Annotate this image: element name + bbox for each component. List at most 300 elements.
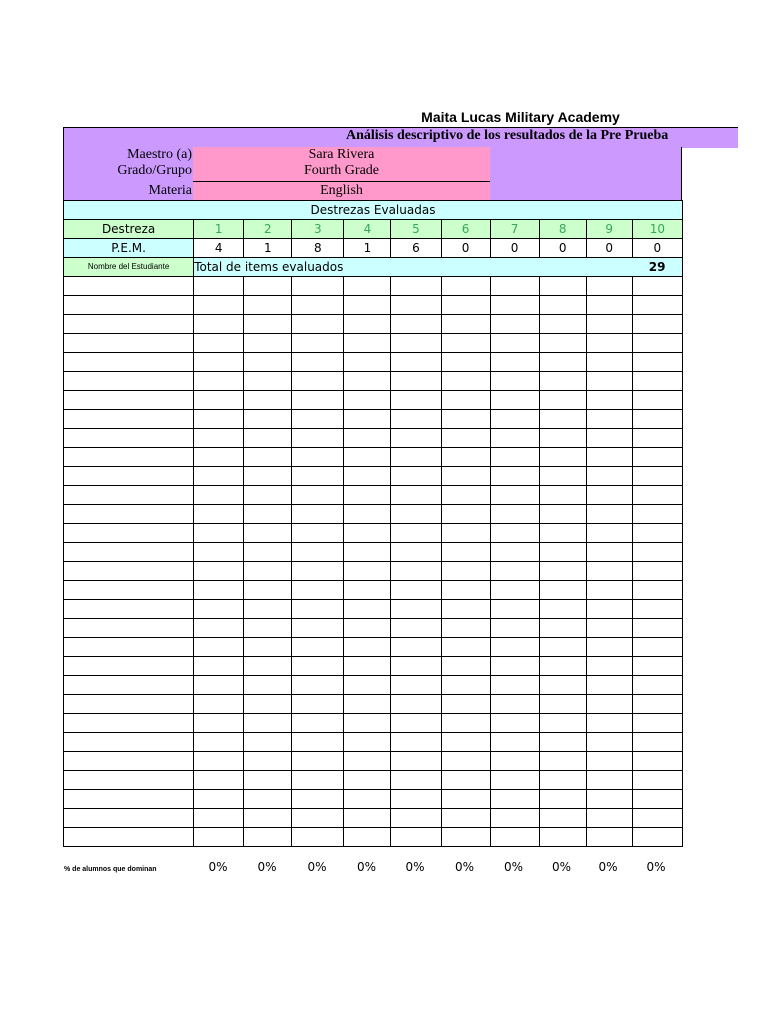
score-cell[interactable] — [586, 752, 632, 771]
score-cell[interactable] — [391, 752, 441, 771]
score-cell[interactable] — [586, 600, 632, 619]
score-cell[interactable] — [194, 524, 244, 543]
score-cell[interactable] — [292, 619, 344, 638]
score-cell[interactable] — [292, 543, 344, 562]
score-cell[interactable] — [344, 809, 391, 828]
student-name-cell[interactable] — [64, 828, 194, 847]
score-cell[interactable] — [586, 353, 632, 372]
score-cell[interactable] — [292, 638, 344, 657]
score-cell[interactable] — [391, 505, 441, 524]
student-name-cell[interactable] — [64, 505, 194, 524]
score-cell[interactable] — [441, 657, 490, 676]
score-cell[interactable] — [586, 296, 632, 315]
score-cell[interactable] — [344, 600, 391, 619]
score-cell[interactable] — [194, 486, 244, 505]
score-cell[interactable] — [244, 467, 292, 486]
score-cell[interactable] — [194, 296, 244, 315]
score-cell[interactable] — [194, 600, 244, 619]
score-cell[interactable] — [539, 429, 586, 448]
score-cell[interactable] — [490, 372, 539, 391]
score-cell[interactable] — [292, 505, 344, 524]
score-cell[interactable] — [244, 619, 292, 638]
score-cell[interactable] — [586, 315, 632, 334]
score-cell[interactable] — [194, 790, 244, 809]
student-name-cell[interactable] — [64, 752, 194, 771]
score-cell[interactable] — [194, 543, 244, 562]
score-cell[interactable] — [194, 353, 244, 372]
score-cell[interactable] — [391, 410, 441, 429]
score-cell[interactable] — [244, 505, 292, 524]
score-cell[interactable] — [586, 334, 632, 353]
score-cell[interactable] — [539, 790, 586, 809]
score-cell[interactable] — [292, 429, 344, 448]
score-cell[interactable] — [490, 657, 539, 676]
student-name-cell[interactable] — [64, 467, 194, 486]
score-cell[interactable] — [632, 714, 682, 733]
score-cell[interactable] — [632, 676, 682, 695]
score-cell[interactable] — [194, 714, 244, 733]
score-cell[interactable] — [441, 619, 490, 638]
score-cell[interactable] — [194, 315, 244, 334]
student-name-cell[interactable] — [64, 714, 194, 733]
score-cell[interactable] — [586, 714, 632, 733]
score-cell[interactable] — [292, 524, 344, 543]
score-cell[interactable] — [490, 790, 539, 809]
score-cell[interactable] — [490, 676, 539, 695]
score-cell[interactable] — [441, 790, 490, 809]
score-cell[interactable] — [539, 448, 586, 467]
score-cell[interactable] — [539, 562, 586, 581]
score-cell[interactable] — [586, 733, 632, 752]
score-cell[interactable] — [632, 315, 682, 334]
score-cell[interactable] — [292, 657, 344, 676]
score-cell[interactable] — [244, 410, 292, 429]
student-name-cell[interactable] — [64, 315, 194, 334]
score-cell[interactable] — [244, 429, 292, 448]
score-cell[interactable] — [194, 372, 244, 391]
student-name-cell[interactable] — [64, 619, 194, 638]
score-cell[interactable] — [490, 752, 539, 771]
score-cell[interactable] — [391, 486, 441, 505]
score-cell[interactable] — [539, 638, 586, 657]
score-cell[interactable] — [391, 315, 441, 334]
score-cell[interactable] — [490, 562, 539, 581]
score-cell[interactable] — [632, 334, 682, 353]
score-cell[interactable] — [490, 505, 539, 524]
score-cell[interactable] — [292, 315, 344, 334]
score-cell[interactable] — [194, 505, 244, 524]
score-cell[interactable] — [244, 277, 292, 296]
score-cell[interactable] — [539, 543, 586, 562]
score-cell[interactable] — [344, 581, 391, 600]
score-cell[interactable] — [586, 638, 632, 657]
score-cell[interactable] — [490, 809, 539, 828]
score-cell[interactable] — [490, 695, 539, 714]
score-cell[interactable] — [490, 524, 539, 543]
score-cell[interactable] — [391, 429, 441, 448]
student-name-cell[interactable] — [64, 448, 194, 467]
score-cell[interactable] — [586, 828, 632, 847]
student-name-cell[interactable] — [64, 695, 194, 714]
score-cell[interactable] — [632, 353, 682, 372]
student-name-cell[interactable] — [64, 410, 194, 429]
score-cell[interactable] — [632, 467, 682, 486]
score-cell[interactable] — [391, 467, 441, 486]
score-cell[interactable] — [441, 771, 490, 790]
score-cell[interactable] — [586, 467, 632, 486]
score-cell[interactable] — [391, 676, 441, 695]
score-cell[interactable] — [391, 391, 441, 410]
score-cell[interactable] — [539, 657, 586, 676]
score-cell[interactable] — [490, 429, 539, 448]
score-cell[interactable] — [194, 562, 244, 581]
student-name-cell[interactable] — [64, 524, 194, 543]
score-cell[interactable] — [586, 809, 632, 828]
score-cell[interactable] — [344, 733, 391, 752]
score-cell[interactable] — [539, 505, 586, 524]
score-cell[interactable] — [586, 277, 632, 296]
score-cell[interactable] — [539, 809, 586, 828]
score-cell[interactable] — [344, 828, 391, 847]
score-cell[interactable] — [632, 486, 682, 505]
score-cell[interactable] — [244, 353, 292, 372]
score-cell[interactable] — [490, 315, 539, 334]
score-cell[interactable] — [539, 733, 586, 752]
score-cell[interactable] — [586, 429, 632, 448]
score-cell[interactable] — [244, 315, 292, 334]
score-cell[interactable] — [344, 790, 391, 809]
score-cell[interactable] — [391, 562, 441, 581]
score-cell[interactable] — [292, 448, 344, 467]
score-cell[interactable] — [194, 277, 244, 296]
score-cell[interactable] — [539, 828, 586, 847]
score-cell[interactable] — [441, 562, 490, 581]
student-name-cell[interactable] — [64, 486, 194, 505]
score-cell[interactable] — [539, 277, 586, 296]
score-cell[interactable] — [244, 391, 292, 410]
score-cell[interactable] — [586, 790, 632, 809]
score-cell[interactable] — [292, 486, 344, 505]
score-cell[interactable] — [344, 619, 391, 638]
score-cell[interactable] — [344, 771, 391, 790]
score-cell[interactable] — [632, 809, 682, 828]
score-cell[interactable] — [490, 486, 539, 505]
score-cell[interactable] — [632, 790, 682, 809]
score-cell[interactable] — [344, 638, 391, 657]
score-cell[interactable] — [391, 543, 441, 562]
score-cell[interactable] — [586, 771, 632, 790]
score-cell[interactable] — [490, 277, 539, 296]
score-cell[interactable] — [391, 657, 441, 676]
score-cell[interactable] — [441, 486, 490, 505]
score-cell[interactable] — [344, 448, 391, 467]
score-cell[interactable] — [292, 809, 344, 828]
score-cell[interactable] — [586, 562, 632, 581]
score-cell[interactable] — [391, 809, 441, 828]
score-cell[interactable] — [292, 828, 344, 847]
score-cell[interactable] — [539, 353, 586, 372]
score-cell[interactable] — [490, 733, 539, 752]
score-cell[interactable] — [632, 695, 682, 714]
score-cell[interactable] — [344, 657, 391, 676]
score-cell[interactable] — [292, 771, 344, 790]
score-cell[interactable] — [244, 771, 292, 790]
score-cell[interactable] — [441, 809, 490, 828]
student-name-cell[interactable] — [64, 771, 194, 790]
score-cell[interactable] — [632, 296, 682, 315]
score-cell[interactable] — [632, 277, 682, 296]
score-cell[interactable] — [391, 600, 441, 619]
score-cell[interactable] — [244, 448, 292, 467]
score-cell[interactable] — [391, 733, 441, 752]
score-cell[interactable] — [441, 334, 490, 353]
score-cell[interactable] — [441, 524, 490, 543]
score-cell[interactable] — [194, 410, 244, 429]
score-cell[interactable] — [391, 619, 441, 638]
score-cell[interactable] — [586, 448, 632, 467]
score-cell[interactable] — [490, 353, 539, 372]
score-cell[interactable] — [292, 334, 344, 353]
score-cell[interactable] — [441, 581, 490, 600]
student-name-cell[interactable] — [64, 676, 194, 695]
score-cell[interactable] — [391, 524, 441, 543]
score-cell[interactable] — [490, 714, 539, 733]
score-cell[interactable] — [441, 448, 490, 467]
score-cell[interactable] — [244, 638, 292, 657]
score-cell[interactable] — [391, 353, 441, 372]
score-cell[interactable] — [194, 828, 244, 847]
score-cell[interactable] — [292, 391, 344, 410]
score-cell[interactable] — [586, 581, 632, 600]
score-cell[interactable] — [244, 600, 292, 619]
score-cell[interactable] — [539, 695, 586, 714]
score-cell[interactable] — [244, 828, 292, 847]
score-cell[interactable] — [244, 695, 292, 714]
score-cell[interactable] — [292, 410, 344, 429]
score-cell[interactable] — [632, 581, 682, 600]
score-cell[interactable] — [391, 638, 441, 657]
score-cell[interactable] — [539, 334, 586, 353]
score-cell[interactable] — [539, 391, 586, 410]
score-cell[interactable] — [441, 372, 490, 391]
score-cell[interactable] — [244, 676, 292, 695]
score-cell[interactable] — [441, 733, 490, 752]
score-cell[interactable] — [539, 315, 586, 334]
score-cell[interactable] — [632, 372, 682, 391]
score-cell[interactable] — [391, 581, 441, 600]
score-cell[interactable] — [194, 391, 244, 410]
score-cell[interactable] — [194, 619, 244, 638]
score-cell[interactable] — [292, 733, 344, 752]
score-cell[interactable] — [344, 277, 391, 296]
score-cell[interactable] — [244, 752, 292, 771]
score-cell[interactable] — [490, 771, 539, 790]
score-cell[interactable] — [632, 391, 682, 410]
score-cell[interactable] — [391, 296, 441, 315]
score-cell[interactable] — [586, 676, 632, 695]
student-name-cell[interactable] — [64, 296, 194, 315]
score-cell[interactable] — [441, 467, 490, 486]
student-name-cell[interactable] — [64, 809, 194, 828]
student-name-cell[interactable] — [64, 790, 194, 809]
student-name-cell[interactable] — [64, 429, 194, 448]
score-cell[interactable] — [490, 391, 539, 410]
score-cell[interactable] — [586, 695, 632, 714]
score-cell[interactable] — [391, 448, 441, 467]
score-cell[interactable] — [244, 486, 292, 505]
score-cell[interactable] — [344, 752, 391, 771]
score-cell[interactable] — [586, 391, 632, 410]
score-cell[interactable] — [490, 467, 539, 486]
score-cell[interactable] — [632, 448, 682, 467]
score-cell[interactable] — [344, 486, 391, 505]
score-cell[interactable] — [244, 733, 292, 752]
score-cell[interactable] — [586, 657, 632, 676]
score-cell[interactable] — [194, 752, 244, 771]
score-cell[interactable] — [244, 581, 292, 600]
score-cell[interactable] — [244, 543, 292, 562]
score-cell[interactable] — [292, 676, 344, 695]
score-cell[interactable] — [632, 771, 682, 790]
score-cell[interactable] — [194, 809, 244, 828]
score-cell[interactable] — [632, 619, 682, 638]
score-cell[interactable] — [539, 296, 586, 315]
score-cell[interactable] — [539, 467, 586, 486]
score-cell[interactable] — [632, 657, 682, 676]
score-cell[interactable] — [441, 296, 490, 315]
score-cell[interactable] — [344, 543, 391, 562]
score-cell[interactable] — [441, 676, 490, 695]
score-cell[interactable] — [632, 562, 682, 581]
score-cell[interactable] — [490, 543, 539, 562]
score-cell[interactable] — [194, 657, 244, 676]
score-cell[interactable] — [441, 353, 490, 372]
score-cell[interactable] — [539, 676, 586, 695]
score-cell[interactable] — [344, 296, 391, 315]
score-cell[interactable] — [441, 277, 490, 296]
student-name-cell[interactable] — [64, 600, 194, 619]
score-cell[interactable] — [632, 543, 682, 562]
student-name-cell[interactable] — [64, 391, 194, 410]
score-cell[interactable] — [344, 410, 391, 429]
score-cell[interactable] — [490, 581, 539, 600]
score-cell[interactable] — [441, 638, 490, 657]
score-cell[interactable] — [344, 695, 391, 714]
score-cell[interactable] — [539, 410, 586, 429]
score-cell[interactable] — [194, 334, 244, 353]
score-cell[interactable] — [586, 524, 632, 543]
student-name-cell[interactable] — [64, 733, 194, 752]
score-cell[interactable] — [194, 676, 244, 695]
score-cell[interactable] — [539, 771, 586, 790]
score-cell[interactable] — [292, 296, 344, 315]
score-cell[interactable] — [391, 277, 441, 296]
score-cell[interactable] — [244, 334, 292, 353]
student-name-cell[interactable] — [64, 543, 194, 562]
student-name-cell[interactable] — [64, 353, 194, 372]
score-cell[interactable] — [244, 524, 292, 543]
score-cell[interactable] — [586, 410, 632, 429]
score-cell[interactable] — [292, 714, 344, 733]
score-cell[interactable] — [632, 733, 682, 752]
score-cell[interactable] — [539, 372, 586, 391]
score-cell[interactable] — [539, 600, 586, 619]
score-cell[interactable] — [391, 714, 441, 733]
score-cell[interactable] — [632, 524, 682, 543]
student-name-cell[interactable] — [64, 657, 194, 676]
score-cell[interactable] — [632, 600, 682, 619]
score-cell[interactable] — [586, 619, 632, 638]
score-cell[interactable] — [244, 714, 292, 733]
score-cell[interactable] — [490, 828, 539, 847]
score-cell[interactable] — [292, 600, 344, 619]
score-cell[interactable] — [441, 543, 490, 562]
score-cell[interactable] — [292, 372, 344, 391]
student-name-cell[interactable] — [64, 562, 194, 581]
score-cell[interactable] — [344, 524, 391, 543]
score-cell[interactable] — [194, 638, 244, 657]
score-cell[interactable] — [244, 562, 292, 581]
score-cell[interactable] — [490, 638, 539, 657]
score-cell[interactable] — [344, 505, 391, 524]
score-cell[interactable] — [344, 429, 391, 448]
score-cell[interactable] — [539, 581, 586, 600]
score-cell[interactable] — [194, 581, 244, 600]
score-cell[interactable] — [586, 372, 632, 391]
student-name-cell[interactable] — [64, 277, 194, 296]
score-cell[interactable] — [344, 676, 391, 695]
student-name-cell[interactable] — [64, 581, 194, 600]
score-cell[interactable] — [244, 372, 292, 391]
score-cell[interactable] — [441, 752, 490, 771]
score-cell[interactable] — [244, 809, 292, 828]
score-cell[interactable] — [441, 391, 490, 410]
score-cell[interactable] — [632, 429, 682, 448]
score-cell[interactable] — [344, 714, 391, 733]
score-cell[interactable] — [391, 790, 441, 809]
score-cell[interactable] — [194, 467, 244, 486]
score-cell[interactable] — [586, 505, 632, 524]
score-cell[interactable] — [292, 467, 344, 486]
score-cell[interactable] — [539, 524, 586, 543]
student-name-cell[interactable] — [64, 372, 194, 391]
score-cell[interactable] — [441, 695, 490, 714]
score-cell[interactable] — [344, 467, 391, 486]
score-cell[interactable] — [194, 448, 244, 467]
score-cell[interactable] — [194, 695, 244, 714]
score-cell[interactable] — [244, 790, 292, 809]
score-cell[interactable] — [292, 695, 344, 714]
score-cell[interactable] — [441, 714, 490, 733]
score-cell[interactable] — [344, 391, 391, 410]
score-cell[interactable] — [194, 429, 244, 448]
score-cell[interactable] — [391, 771, 441, 790]
score-cell[interactable] — [586, 543, 632, 562]
score-cell[interactable] — [490, 296, 539, 315]
score-cell[interactable] — [441, 600, 490, 619]
score-cell[interactable] — [490, 600, 539, 619]
score-cell[interactable] — [539, 714, 586, 733]
score-cell[interactable] — [391, 828, 441, 847]
score-cell[interactable] — [344, 315, 391, 334]
score-cell[interactable] — [539, 486, 586, 505]
score-cell[interactable] — [292, 752, 344, 771]
score-cell[interactable] — [632, 638, 682, 657]
score-cell[interactable] — [344, 372, 391, 391]
score-cell[interactable] — [344, 353, 391, 372]
score-cell[interactable] — [292, 353, 344, 372]
score-cell[interactable] — [391, 695, 441, 714]
